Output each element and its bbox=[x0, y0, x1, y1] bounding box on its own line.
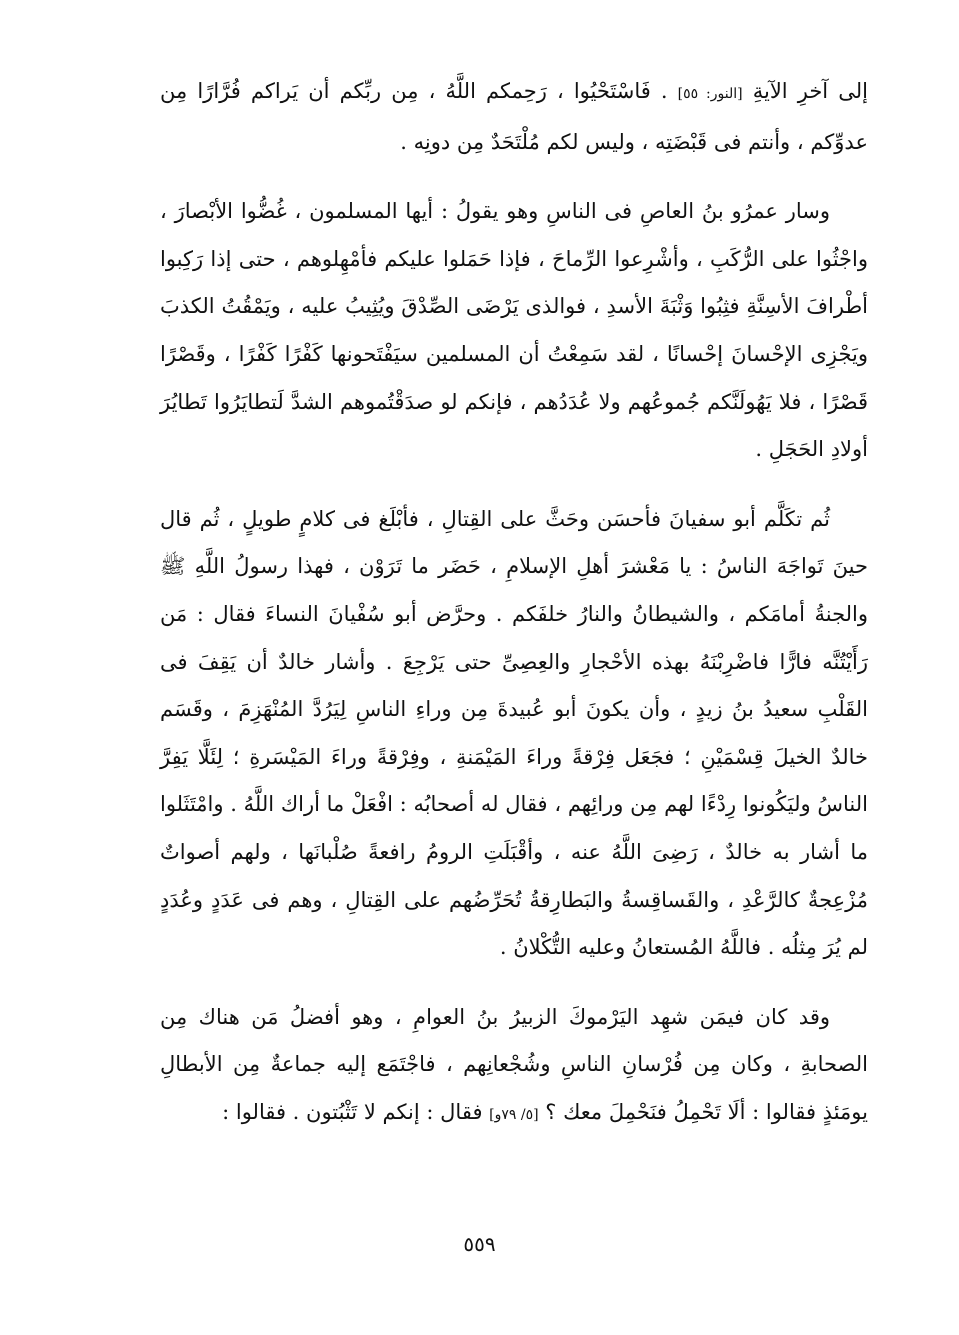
paragraph-3: ثُم تكَلَّم أبو سفيانَ فأحسَن وحَثَّ على القِتالِ ، فأبْلَغ فى كلامٍ طويلٍ ، ثُم قال حينَ تَواجَهَ الناسُ : يا مَعْشرَ أهلِ الإسلامِ ، حَضَر ما تَرَوْن ، فهذا رسولُ اللَّهِ ﷺ والجنةُ أمامَكم ، والشيطانُ والنارُ خلفَكم . وحرَّض أبو سُفْيانَ النساءَ فقال : مَن رَأَيْتُنَّه فارًّا فاضْرِبْنَهُ بهذه الأحْجارِ والعِصِىِّ حتى يَرْجِعَ . وأشار خالدٌ أن يَقِفَ فى القَلْبِ سعيدُ بنُ زيدٍ ، وأن يكونَ أبو عُبيدةَ مِن وراءِ الناسِ لِيَرُدَّ المُنْهَزِمَ ، وقَسَم خالدٌ الخيلَ قِسْمَيْنِ ؛ فجَعَل فِرْقةً وراءَ المَيْمَنةِ ، وفِرْقةً وراءَ المَيْسَرةِ ؛ لِئَلَّا يَفِرَّ الناسُ وليَكُونوا رِدْءًا لهم مِن ورائِهم ، فقال له أصحابُه : افْعَلْ ما أراك اللَّهُ . وامْتَثَلوا ما أشار به خالدٌ ، رَضِىَ اللَّهُ عنه ، وأقْبَلَتِ الرومُ رافعةً صُلْبانَها ، ولهم أصواتٌ مُزْعِجةٌ كالرَّعْدِ ، والقَساقِسةُ والبَطارِقةُ تُحَرِّضُهم على القِتالِ ، وهم فى عَدَدٍ وعُدَدٍ لم يُرَ مِثلُه . فاللَّهُ المُستعانُ وعليه التُّكْلانُ . bbox=[160, 506, 868, 960]
paragraph-4 bbox=[160, 994, 868, 1140]
page-body bbox=[160, 68, 868, 1161]
paragraph-2: وسار عمرُو بنُ العاصِ فى الناسِ وهو يقولُ : أيها المسلمون ، غُضُّوا الأبْصارَ ، واجْثُوا على الرُّكَبِ ، وأشْرِعوا الرِّماحَ ، فإذا حَمَلوا عليكم فأمْهِلوهم ، حتى إذا رَكِبوا أطْرافَ الأسِنَّةِ فثِبُوا وَثْبَةَ الأسدِ ، فوالذى يَرْضَى الصِّدْقَ ويُثِيبُ عليه ، ويَمْقُتُ الكذبَ ويَجْزِى الإحْسانَ إحْسانًا ، لقد سَمِعْتُ أن المسلمين سيَفْتَحونها كَفْرًا كَفْرًا ، وقَصْرًا قَصْرًا ، فلا يَهُولَنَّكم جُموعُهم ولا عُدَدُهم ، فإنكم لو صدَقْتُموهم الشدَّ لَتطايَرُوا تَطايُرَ أولادِ الحَجَلِ . bbox=[160, 199, 868, 462]
paragraph-1-text-continued: . فَاسْتَحْيُوا ، رَحِمكم اللَّهُ ، مِن ربِّكم أن يَراكم فُرَّارًا مِن عدوِّكم ، وأنتم فى قَبْضَتِه ، وليس لكم مُلْتَحَدٌ مِن دونِه . bbox=[160, 79, 868, 154]
paragraph-1 bbox=[160, 68, 868, 166]
quran-reference: [النور: ٥٥] bbox=[677, 86, 743, 102]
paragraph-4-text-continued: فقال : إنكم لا تَثْبُتون . فقالوا : bbox=[222, 1099, 490, 1124]
manuscript-folio-reference: [٥/ ٧٩و] bbox=[489, 1106, 539, 1123]
paragraph-4-text: وقد كان فيمَن شهِد اليَرْموكَ الزبيرُ بنُ العوامِ ، وهو أفضلُ مَن هناك مِن الصحابةِ ، وكان مِن فُرْسانِ الناسِ وشُجْعانِهم ، فاجْتَمَع إليه جماعةٌ مِن الأبطالِ يومَئذٍ فقالوا : ألَا تَحْمِلُ فنَحْمِلَ معك ؟ bbox=[160, 1004, 868, 1124]
paragraph-1-text: إلى آخرِ الآيةِ bbox=[742, 79, 868, 103]
page-number: ٥٥٩ bbox=[463, 1232, 496, 1256]
